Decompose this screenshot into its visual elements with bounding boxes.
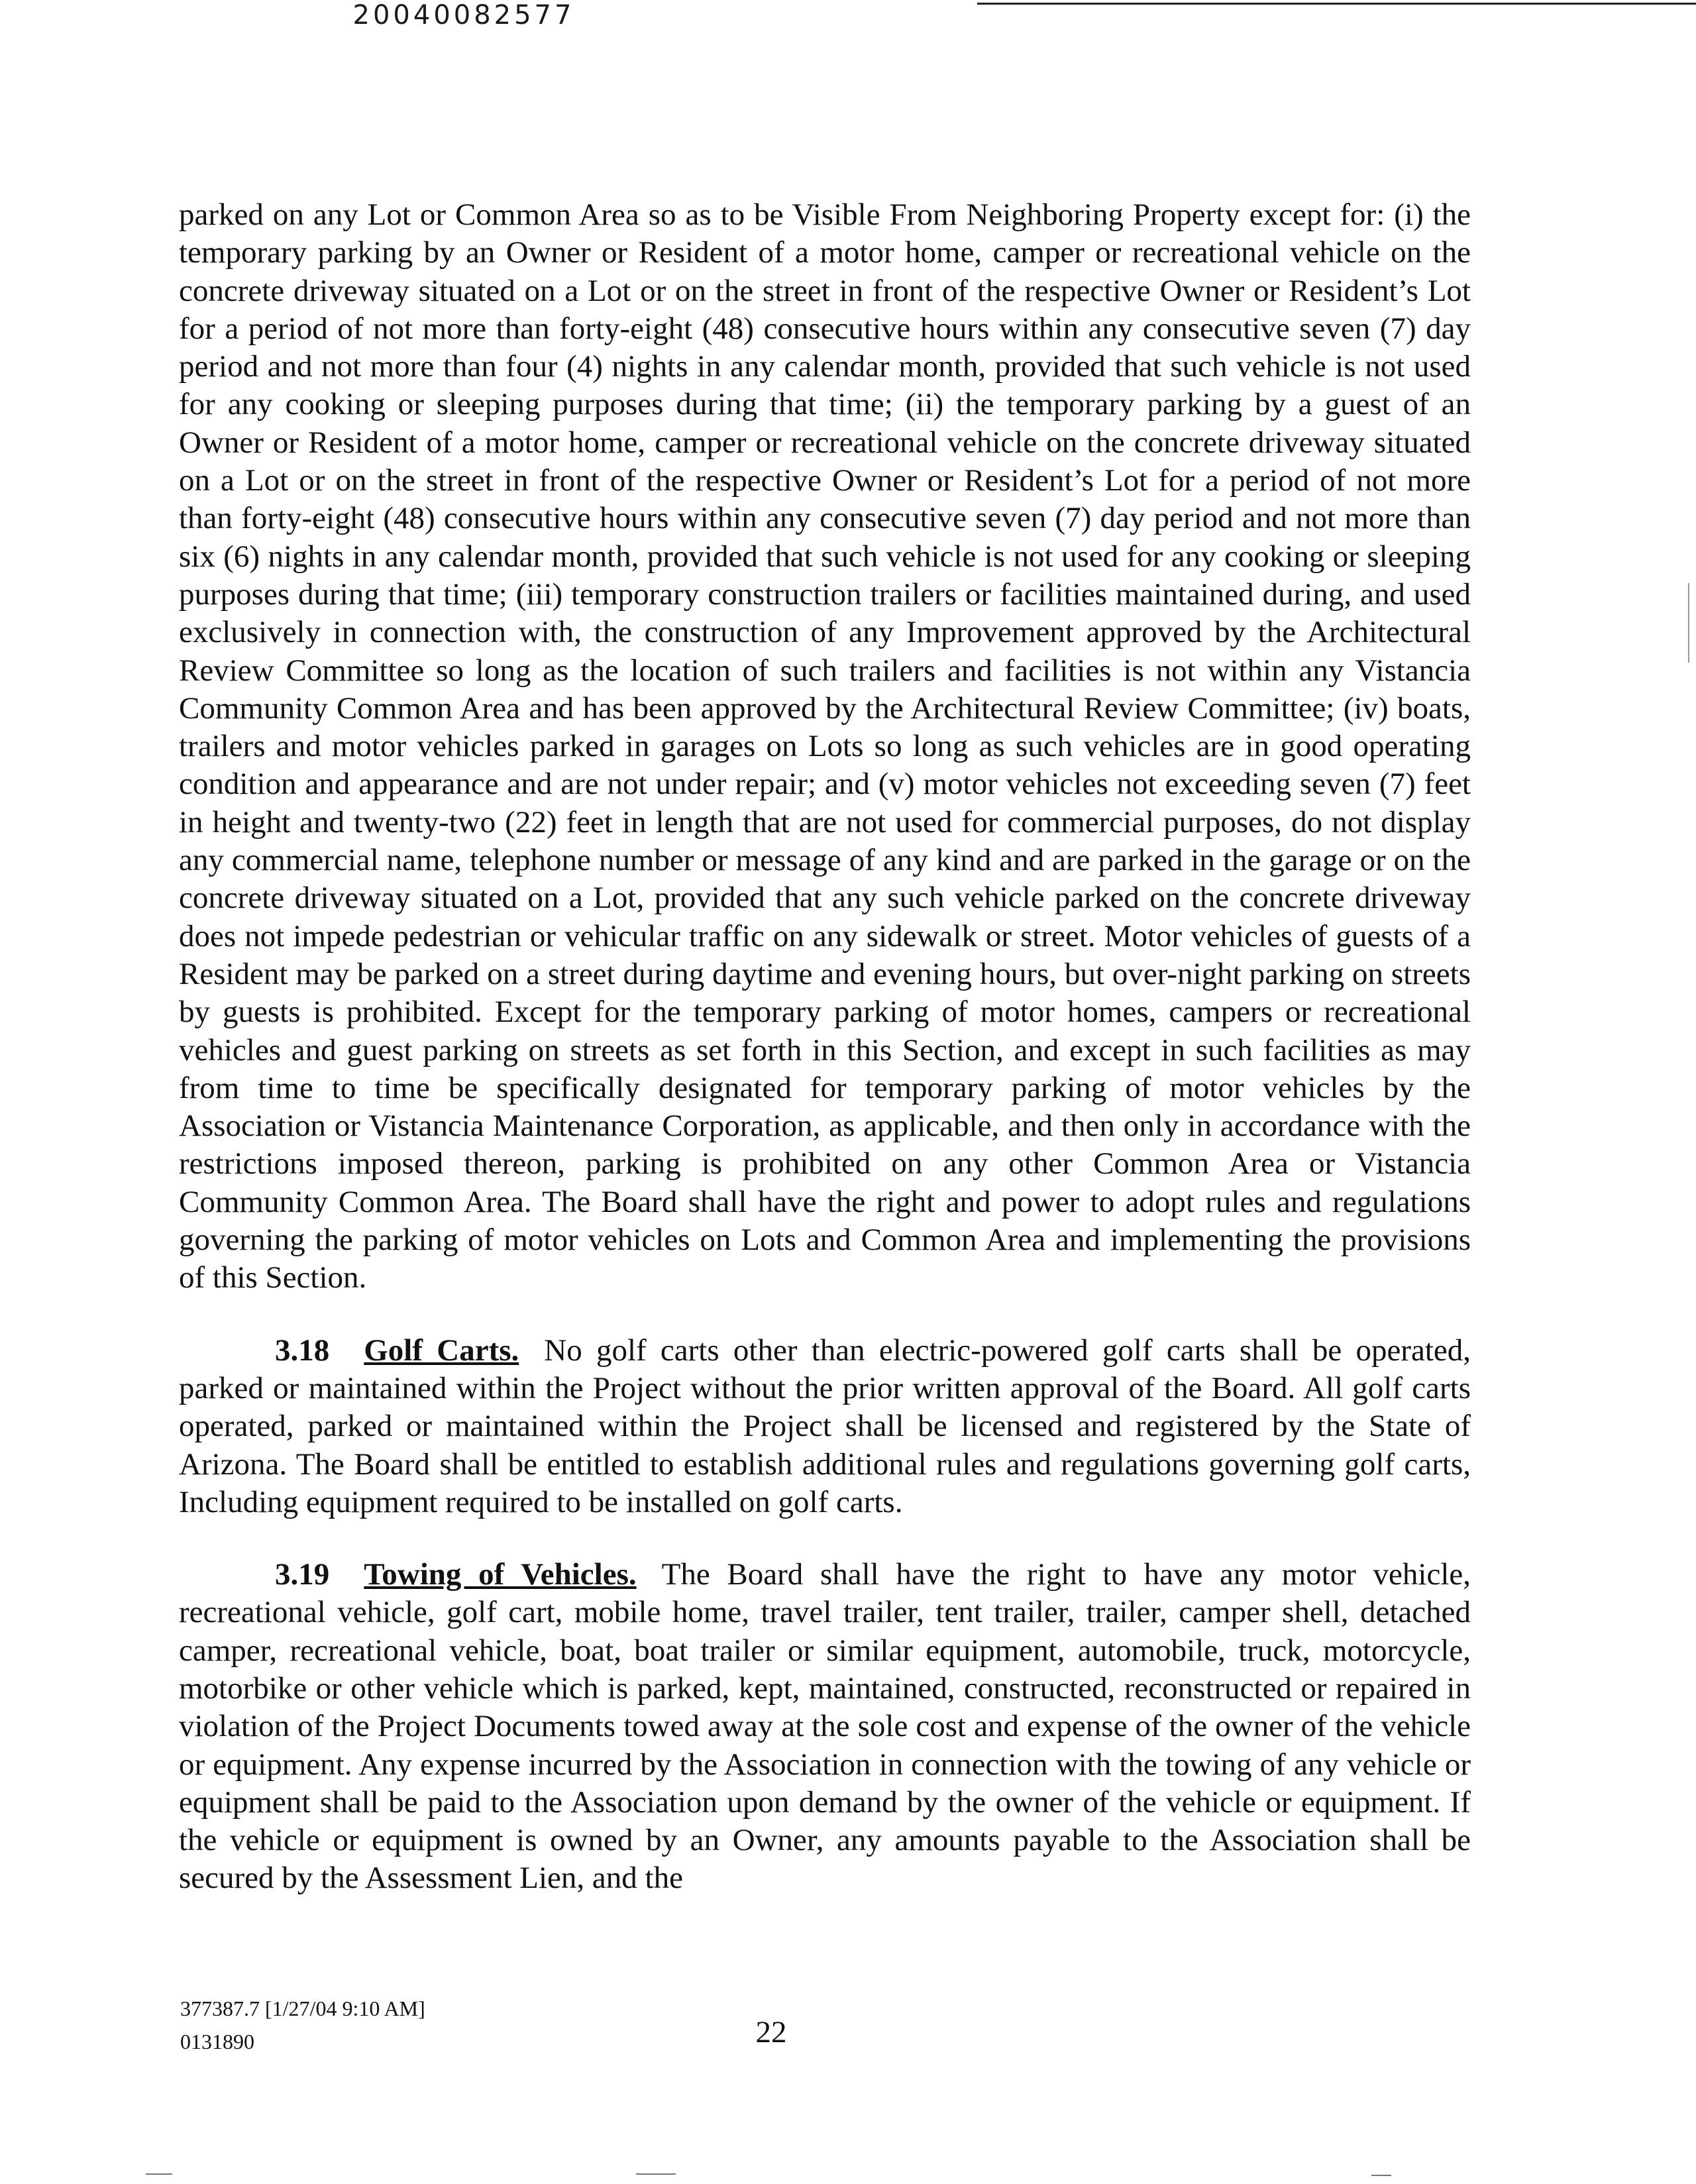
- section-title: Towing of Vehicles.: [364, 1557, 637, 1592]
- page-body: [179, 196, 1471, 1898]
- section-title: Golf Carts.: [364, 1333, 519, 1368]
- continuation-paragraph: parked on any Lot or Common Area so as to be Visible From Neighboring Property except for: (i) the temporary parking by an Owner or Resident of a motor home, camper or recreational vehicle on the concrete driveway situated on a Lot or on the street in front of the respective Owner or Resident’s Lot for a period of not more than forty-eight (48) consecutive hours within any consecutive seven (7) day period and not more than four (4) nights in any calendar month, provided that such vehicle is not used for any cooking or sleeping purposes during that time; (ii) the temporary parking by a guest of an Owner or Resident of a motor home, camper or recreational vehicle on the concrete driveway situated on a Lot or on the street in front of the respective Owner or Resident’s Lot for a period of not more than forty-eight (48) consecutive hours within any consecutive seven (7) day period and not more than six (6) nights in any calendar month, provided that such vehicle is not used for any cooking or sleeping purposes during that time; (iii) temporary construction trailers or facilities maintained during, and used exclusively in connection with, the construction of any Improvement approved by the Architectural Review Committee so long as the location of such trailers and facilities is not within any Vistancia Community Common Area and has been approved by the Architectural Review Committee; (iv) boats, trailers and motor vehicles parked in garages on Lots so long as such vehicles are in good operating condition and appearance and are not under repair; and (v) motor vehicles not exceeding seven (7) feet in height and twenty-two (22) feet in length that are not used for commercial purposes, do not display any commercial name, telephone number or message of any kind and are parked in the garage or on the concrete driveway situated on a Lot, provided that any such vehicle parked on the concrete driveway does not impede pedestrian or vehicular traffic on any sidewalk or street. Motor vehicles of guests of a Resident may be parked on a street during daytime and evening hours, but over-night parking on streets by guests is prohibited. Except for the temporary parking of motor homes, campers or recreational vehicles and guest parking on streets as set forth in this Section, and except in such facilities as may from time to time be specifically designated for temporary parking of motor vehicles by the Association or Vistancia Maintenance Corporation, as applicable, and then only in accordance with the restrictions imposed thereon, parking is prohibited on any other Common Area or Vistancia Community Common Area. The Board shall have the right and power to adopt rules and regulations governing the parking of motor vehicles on Lots and Common Area and implementing the provisions of this Section.: [179, 197, 1471, 1295]
- section-3-18: [179, 1332, 1471, 1521]
- top-rule: [977, 3, 1696, 5]
- section-number: 3.18: [275, 1333, 330, 1368]
- section-number: 3.19: [275, 1557, 330, 1592]
- recording-number: 20040082577: [352, 0, 575, 30]
- page-number: 22: [755, 2015, 787, 2049]
- scan-artifact: [146, 2173, 172, 2175]
- section-body: The Board shall have the right to have any motor vehicle, recreational vehicle, golf cart, mobile home, travel trailer, tent trailer, trailer, camper shell, detached camper, recreational vehicle, boat, boat trailer or similar equipment, automobile, truck, motorcycle, motorbike or other vehicle which is parked, kept, maintained, constructed, reconstructed or repaired in violation of the Project Documents towed away at the sole cost and expense of the owner of the vehicle or equipment. Any expense incurred by the Association in connection with the towing of any vehicle or equipment shall be paid to the Association upon demand by the owner of the vehicle or equipment. If the vehicle or equipment is owned by an Owner, any amounts payable to the Association shall be secured by the Assessment Lien, and the: [179, 1557, 1471, 1896]
- section-body: No golf carts other than electric-powered golf carts shall be operated, parked or maintained within the Project without the prior written approval of the Board. All golf carts operated, parked or maintained within the Project shall be licensed and registered by the State of Arizona. The Board shall be entitled to establish additional rules and regulations governing golf carts, Including equipment required to be installed on golf carts.: [179, 1333, 1471, 1519]
- document-reference: 377387.7 [1/27/04 9:10 AM]: [180, 1996, 425, 2020]
- scan-edge-mark: [1688, 583, 1689, 663]
- section-3-19: [179, 1556, 1471, 1898]
- scan-artifact: [636, 2173, 676, 2175]
- scan-artifact: [1371, 2175, 1391, 2176]
- client-number: 0131890: [180, 2030, 254, 2053]
